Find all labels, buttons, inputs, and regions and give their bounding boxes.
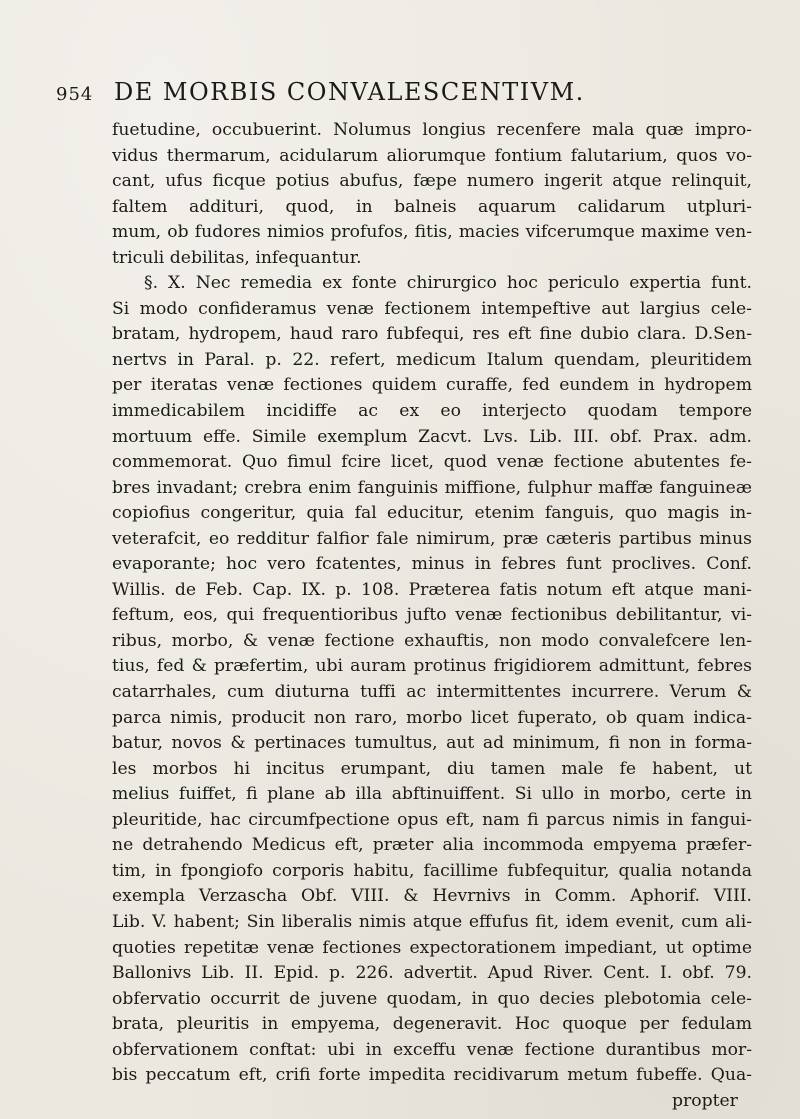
text-line: veterafcit, eo redditur falfior fale nimirum, præ cæteris partibus minus <box>112 528 752 549</box>
text-line: nertvs in Paral. p. 22. refert, medicum Italum quendam, pleuritidem <box>112 349 752 370</box>
text-line: pleuritide, hac circumfpectione opus eft, nam fi parcus nimis in fangui- <box>112 809 752 830</box>
text-line: bratam, hydropem, haud raro fubfequi, res eft fine dubio clara. D.Sen- <box>112 324 752 345</box>
text-line: quoties repetitæ venæ fectiones expectorationem impediant, ut optime <box>112 937 752 958</box>
text-line: Lib. V. habent; Sin liberalis nimis atque effufus fit, idem evenit, cum ali- <box>112 911 752 932</box>
text-line: feftum, eos, qui frequentioribus jufto venæ fectionibus debilitantur, vi- <box>112 605 752 626</box>
catchword: propter <box>672 1091 738 1111</box>
text-line: Willis. de Feb. Cap. IX. p. 108. Præterea fatis notum eft atque mani- <box>112 579 752 600</box>
text-line: tius, fed & præfertim, ubi auram protinus frigidiorem admittunt, febres <box>112 656 752 677</box>
text-line: bres invadant; crebra enim fanguinis miffione, fulphur maffæ fanguineæ <box>112 477 752 498</box>
text-line: tim, in fpongiofo corporis habitu, facillime fubfequitur, qualia notanda <box>112 860 752 881</box>
running-head: DE MORBIS CONVALESCENTIVM. <box>114 78 585 106</box>
text-line: mortuum effe. Simile exemplum Zacvt. Lvs. Lib. III. obf. Prax. adm. <box>112 426 752 447</box>
text-line: per iteratas venæ fectiones quidem curaffe, fed eundem in hydropem <box>112 375 752 396</box>
text-line: brata, pleuritis in empyema, degeneravit. Hoc quoque per fedulam <box>112 1014 752 1035</box>
text-line: commemorat. Quo fimul fcire licet, quod venæ fectione abutentes fe- <box>112 452 752 473</box>
text-line: batur, novos & pertinaces tumultus, aut ad minimum, fi non in forma- <box>112 733 752 754</box>
text-line: fuetudine, occubuerint. Nolumus longius recenfere mala quæ impro- <box>112 120 752 140</box>
text-line: catarrhales, cum diuturna tuffi ac intermittentes incurrere. Verum & <box>112 682 752 703</box>
text-line: melius fuiffet, fi plane ab illa abftinuiffent. Si ullo in morbo, certe in <box>112 784 752 805</box>
page-header <box>56 78 756 108</box>
text-line: parca nimis, producit non raro, morbo licet fuperato, ob quam indica- <box>112 707 752 728</box>
text-line: mum, ob fudores nimios profufos, fitis, macies vifcerumque maxime ven- <box>112 222 752 243</box>
text-line: ne detrahendo Medicus eft, præter alia incommoda empyema præfer- <box>112 835 752 856</box>
text-line: immedicabilem incidiffe ac ex eo interjecto quodam tempore <box>112 401 752 422</box>
text-line: evaporante; hoc vero fcatentes, minus in febres funt proclives. Conf. <box>112 554 752 575</box>
text-line: faltem addituri, quod, in balneis aquarum calidarum utpluri- <box>112 196 752 217</box>
text-line: cant, ufus ficque potius abufus, fæpe numero ingerit atque relinquit, <box>112 171 752 192</box>
body-text <box>112 118 752 1089</box>
text-line: vidus thermarum, acidularum aliorumque fontium falutarium, quos vo- <box>112 145 752 166</box>
text-line: triculi debilitas, infequantur. <box>112 247 362 268</box>
text-line: obfervatio occurrit de juvene quodam, in quo decies plebotomia cele- <box>112 988 752 1009</box>
text-line: copiofius congeritur, quia fal educitur, etenim fanguis, quo magis in- <box>112 503 752 524</box>
text-line: exempla Verzascha Obf. VIII. & Hevrnivs in Comm. Aphorif. VIII. <box>112 886 752 907</box>
text-line: Ballonivs Lib. II. Epid. p. 226. advertit. Apud River. Cent. I. obf. 79. <box>112 963 752 984</box>
page-number: 954 <box>56 84 94 105</box>
text-line: §. X. Nec remedia ex fonte chirurgico hoc periculo expertia funt. <box>144 273 752 294</box>
text-line: Si modo confideramus venæ fectionem intempeftive aut largius cele- <box>112 298 752 319</box>
text-line: les morbos hi incitus erumpant, diu tamen male fe habent, ut <box>112 758 752 779</box>
text-line: ribus, morbo, & venæ fectione exhauftis, non modo convalefcere len- <box>112 630 752 651</box>
text-line: obfervationem conftat: ubi in exceffu venæ fectione durantibus mor- <box>112 1039 752 1060</box>
text-line: bis peccatum eft, crifi forte impedita recidivarum metum fubeffe. Qua- <box>112 1065 752 1086</box>
